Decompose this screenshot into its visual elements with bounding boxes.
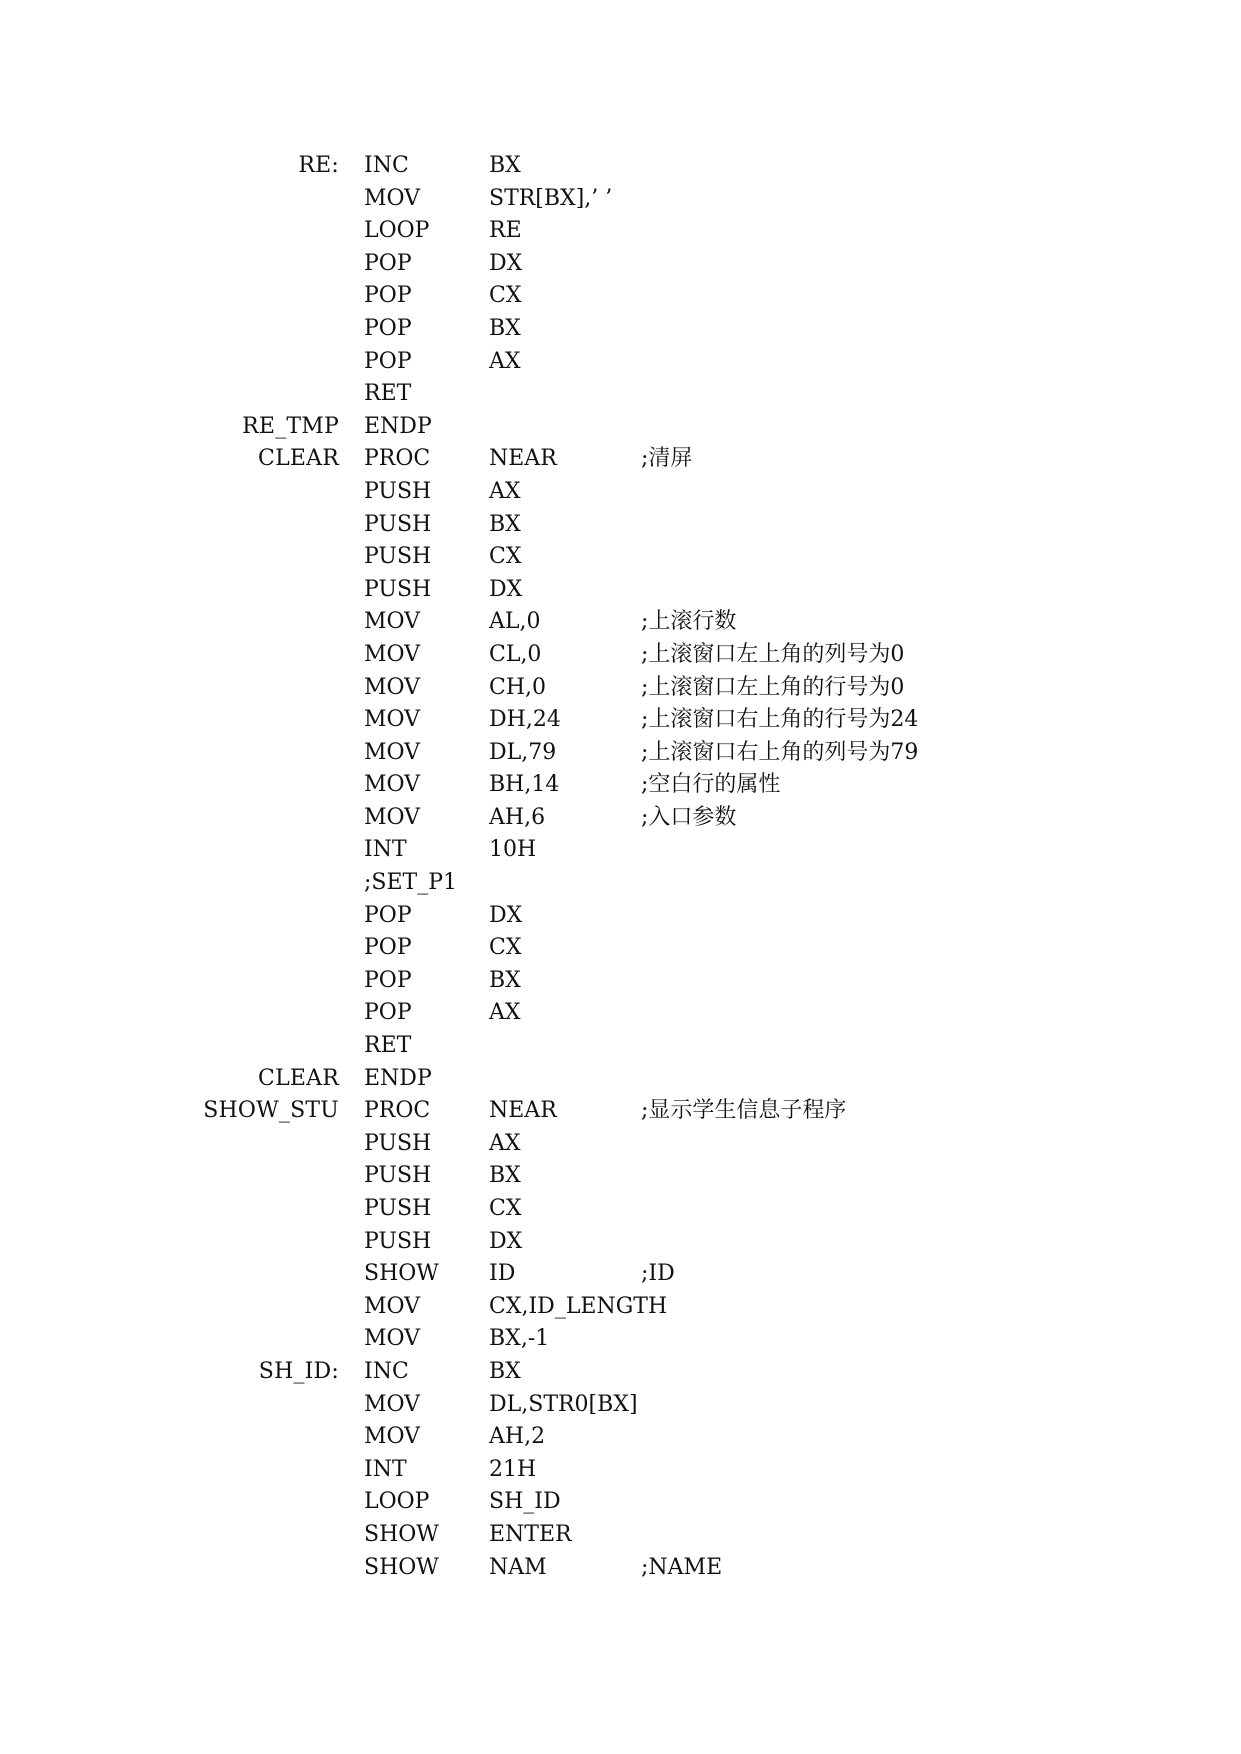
- code-operand: DH,24: [489, 707, 561, 733]
- code-label: RE:: [298, 153, 339, 178]
- code-operand: AH,6: [489, 804, 546, 830]
- code-operand: BX: [489, 315, 521, 341]
- code-operand: ENTER: [489, 1521, 572, 1547]
- code-line: [0, 150, 1241, 183]
- code-opcode: INC: [364, 153, 409, 178]
- code-opcode: MOV: [364, 772, 421, 798]
- code-opcode: MOV: [364, 804, 421, 830]
- code-operand: AX: [489, 348, 521, 374]
- code-opcode: MOV: [364, 1326, 421, 1352]
- code-operand: CX: [489, 935, 522, 961]
- code-opcode: MOV: [364, 1293, 421, 1319]
- code-opcode: PROC: [364, 1098, 431, 1124]
- code-opcode: ENDP: [364, 413, 432, 439]
- code-opcode: PUSH: [364, 1130, 432, 1156]
- code-line: [0, 541, 1241, 574]
- code-operand: NAM: [489, 1554, 547, 1580]
- code-opcode: PUSH: [364, 576, 432, 602]
- code-opcode: POP: [364, 348, 412, 374]
- code-line: [0, 1389, 1241, 1422]
- code-line: [0, 378, 1241, 411]
- code-operand: AX: [489, 478, 521, 504]
- code-opcode: PUSH: [364, 544, 432, 570]
- code-line: [0, 1160, 1241, 1193]
- code-opcode: PUSH: [364, 511, 432, 537]
- code-line: [0, 1258, 1241, 1291]
- code-label: SHOW_STU: [203, 1098, 339, 1124]
- code-line: [0, 1193, 1241, 1226]
- code-line: [0, 1095, 1241, 1128]
- code-opcode: MOV: [364, 609, 421, 635]
- code-operand: AX: [489, 1130, 521, 1156]
- code-operand: DX: [489, 902, 523, 928]
- code-comment: ;上滚行数: [641, 609, 737, 635]
- code-comment: ;上滚窗口左上角的行号为0: [641, 674, 905, 700]
- code-comment: ;清屏: [641, 446, 693, 472]
- code-comment: ;上滚窗口右上角的列号为79: [641, 739, 919, 765]
- code-operand: CL,0: [489, 641, 542, 667]
- code-opcode: PUSH: [364, 478, 432, 504]
- code-operand: 21H: [489, 1456, 537, 1482]
- code-line: [0, 574, 1241, 607]
- code-line: [0, 509, 1241, 542]
- code-operand: DL,STR0[BX]: [489, 1391, 638, 1417]
- code-opcode: RET: [364, 1033, 412, 1059]
- code-opcode: SHOW: [364, 1521, 439, 1547]
- code-opcode: MOV: [364, 707, 421, 733]
- code-comment: ;上滚窗口右上角的行号为24: [641, 707, 919, 733]
- code-line: [0, 1030, 1241, 1063]
- assembly-code-listing: [0, 150, 1241, 1584]
- code-operand: BX,-1: [489, 1326, 550, 1352]
- code-operand: RE: [489, 218, 522, 244]
- code-opcode: MOV: [364, 739, 421, 765]
- code-line: [0, 346, 1241, 379]
- code-operand: CX,ID_LENGTH: [489, 1293, 668, 1319]
- code-opcode: POP: [364, 967, 412, 993]
- code-line: [0, 215, 1241, 248]
- code-line: [0, 1486, 1241, 1519]
- code-opcode: MOV: [364, 1424, 421, 1450]
- code-operand: SH_ID: [489, 1489, 561, 1515]
- code-operand: NEAR: [489, 446, 557, 472]
- code-opcode: PUSH: [364, 1196, 432, 1221]
- code-operand: AX: [489, 1000, 521, 1026]
- code-operand: DL,79: [489, 739, 557, 765]
- code-opcode: MOV: [364, 641, 421, 667]
- code-line: [0, 639, 1241, 672]
- code-line: [0, 313, 1241, 346]
- code-opcode: PUSH: [364, 1163, 432, 1189]
- code-operand: DX: [489, 576, 523, 602]
- code-line: [0, 802, 1241, 835]
- code-line: [0, 737, 1241, 770]
- code-line: [0, 1323, 1241, 1356]
- code-line: [0, 900, 1241, 933]
- code-opcode: POP: [364, 283, 412, 309]
- code-line: [0, 1519, 1241, 1552]
- code-opcode: RET: [364, 381, 412, 407]
- code-opcode: POP: [364, 1000, 412, 1026]
- code-opcode: INT: [364, 1456, 407, 1482]
- code-opcode: PROC: [364, 446, 431, 472]
- code-comment: ;显示学生信息子程序: [641, 1098, 847, 1124]
- code-line: [0, 1454, 1241, 1487]
- code-line: [0, 1356, 1241, 1389]
- code-opcode: SHOW: [364, 1261, 439, 1287]
- code-line: [0, 867, 1241, 900]
- code-opcode: PUSH: [364, 1228, 432, 1254]
- code-operand: DX: [489, 250, 523, 276]
- code-label: CLEAR: [258, 1065, 339, 1091]
- code-comment: ;空白行的属性: [641, 772, 781, 798]
- code-opcode: MOV: [364, 674, 421, 700]
- code-line: [0, 1063, 1241, 1096]
- code-comment: ;ID: [641, 1261, 675, 1287]
- code-opcode: ENDP: [364, 1065, 432, 1091]
- code-line: [0, 672, 1241, 705]
- code-line: [0, 932, 1241, 965]
- code-operand: BX: [489, 1163, 521, 1189]
- code-line: [0, 476, 1241, 509]
- code-operand: BX: [489, 967, 521, 993]
- code-comment: ;上滚窗口左上角的列号为0: [641, 641, 905, 667]
- code-opcode: LOOP: [364, 1489, 430, 1515]
- code-line: [0, 704, 1241, 737]
- code-line: [0, 1421, 1241, 1454]
- code-operand: DX: [489, 1228, 523, 1254]
- code-label: SH_ID:: [258, 1358, 339, 1384]
- code-opcode: MOV: [364, 185, 421, 211]
- code-line: [0, 1552, 1241, 1585]
- code-opcode: POP: [364, 250, 412, 276]
- code-opcode: LOOP: [364, 218, 430, 244]
- code-opcode: INC: [364, 1358, 409, 1384]
- code-operand: BX: [489, 511, 521, 537]
- code-line: [0, 443, 1241, 476]
- code-operand: CH,0: [489, 674, 547, 700]
- code-label: CLEAR: [258, 446, 339, 472]
- code-operand: NEAR: [489, 1098, 557, 1124]
- code-opcode: POP: [364, 935, 412, 961]
- code-operand: BX: [489, 1358, 521, 1384]
- code-line: [0, 248, 1241, 281]
- code-operand: 10H: [489, 837, 537, 863]
- code-comment: ;入口参数: [641, 804, 737, 830]
- code-line: [0, 183, 1241, 216]
- code-opcode: POP: [364, 902, 412, 928]
- code-operand: BX: [489, 153, 521, 178]
- code-line: [0, 1226, 1241, 1259]
- code-operand: AL,0: [489, 609, 541, 635]
- code-operand: STR[BX],’ ’: [489, 185, 613, 211]
- code-line: [0, 997, 1241, 1030]
- code-operand: CX: [489, 1196, 522, 1221]
- code-operand: BH,14: [489, 772, 560, 798]
- code-line: [0, 834, 1241, 867]
- code-operand: CX: [489, 544, 522, 570]
- code-opcode: SHOW: [364, 1554, 439, 1580]
- code-line: [0, 965, 1241, 998]
- code-operand: ID: [489, 1261, 516, 1287]
- code-line: [0, 1291, 1241, 1324]
- code-operand: CX: [489, 283, 522, 309]
- code-line: [0, 606, 1241, 639]
- code-line: [0, 769, 1241, 802]
- code-line: [0, 411, 1241, 444]
- code-operand: AH,2: [489, 1424, 546, 1450]
- code-line: [0, 280, 1241, 313]
- code-opcode: ;SET_P1: [364, 870, 458, 896]
- code-opcode: INT: [364, 837, 407, 863]
- code-opcode: MOV: [364, 1391, 421, 1417]
- code-line: [0, 1128, 1241, 1161]
- code-comment: ;NAME: [641, 1554, 723, 1580]
- code-label: RE_TMP: [242, 413, 339, 439]
- code-opcode: POP: [364, 315, 412, 341]
